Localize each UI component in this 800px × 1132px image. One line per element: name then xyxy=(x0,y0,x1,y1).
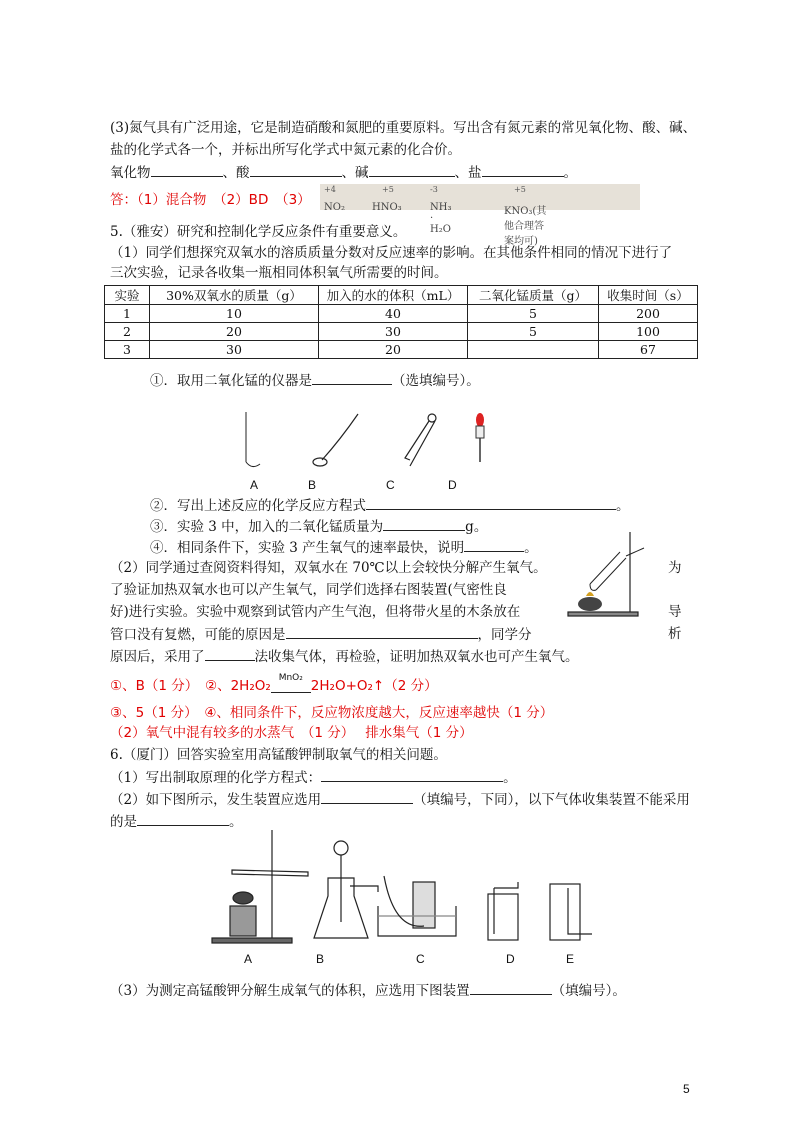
blank-acid[interactable] xyxy=(250,162,342,177)
s3-text: ③．实验 3 中，加入的二氧化锰质量为 xyxy=(150,519,384,535)
label-d: D xyxy=(448,478,457,492)
label-salt: 、盐 xyxy=(454,165,482,181)
s2-text: ②．写出上述反应的化学反应方程式 xyxy=(150,498,366,514)
table-header: 加入的水的体积（mL） xyxy=(319,286,468,305)
label-b: B xyxy=(308,478,317,492)
q5-p1-line1: （1）同学们想探究双氧水的溶质质量分数对反应速率的影响。在其他条件相同的情况下进行了 xyxy=(110,245,673,261)
table-cell: 30 xyxy=(319,323,468,341)
apparatus-figure xyxy=(208,826,598,948)
table-cell: 67 xyxy=(599,341,698,359)
conical-flask-icon xyxy=(314,841,378,938)
p2-line5b: 法收集气体，再检验，证明加热双氧水也可产生氧气。 xyxy=(254,649,579,665)
answer-q5-line1 xyxy=(110,672,438,696)
p2-line4a: 管口没有复燃，可能的原因是 xyxy=(110,627,286,643)
alcohol-lamp-icon xyxy=(578,592,602,611)
table-header-row xyxy=(105,286,698,305)
q5-s2 xyxy=(150,495,630,516)
table-header: 收集时间（s） xyxy=(599,286,698,305)
p2-end: 。 xyxy=(229,814,243,830)
p2c-text: 的是 xyxy=(110,814,137,830)
q6-p2 xyxy=(110,789,690,810)
label-b: B xyxy=(316,952,325,966)
dropper-icon xyxy=(476,413,484,462)
s4-end: 。 xyxy=(524,540,538,556)
label-acid: 、酸 xyxy=(222,165,250,181)
answer-q3: 答：（1）混合物 （2）BD （3） xyxy=(110,192,311,208)
q5-s3 xyxy=(150,516,487,537)
q3-fill-line xyxy=(110,162,577,183)
label-d: D xyxy=(506,952,515,966)
q6-p1 xyxy=(110,767,517,788)
s1-text: ①．取用二氧化锰的仪器是 xyxy=(150,373,312,389)
period: 。 xyxy=(563,165,577,181)
answer-q5-line3: （2）氧气中混有较多的水蒸气 （1 分） 排水集气（1 分） xyxy=(110,725,473,741)
table-row xyxy=(105,305,698,323)
blank-generator[interactable] xyxy=(321,789,413,804)
p2-line4b: ，同学分 xyxy=(477,627,532,643)
q5-p2-line3: 好)进行实验。实验中观察到试管内产生气泡，但将带火星的木条放在 xyxy=(110,604,521,620)
table-row xyxy=(105,341,698,359)
page-number: 5 xyxy=(683,1082,690,1096)
q5-s1 xyxy=(150,370,480,391)
q5-p2-line3-right: 导 xyxy=(668,604,682,620)
table-row xyxy=(105,323,698,341)
test-tube-icon xyxy=(246,412,260,467)
p1-text: （1）写出制取原理的化学方程式： xyxy=(110,770,322,786)
p3-end: （填编号）。 xyxy=(551,983,626,999)
label-c: C xyxy=(416,952,425,966)
label-a: A xyxy=(244,952,253,966)
table-cell: 5 xyxy=(468,305,599,323)
table-cell: 2 xyxy=(105,323,150,341)
table-cell: 30 xyxy=(150,341,319,359)
q5-p2-line2: 了验证加热双氧水也可以产生氧气，同学们选择右图装置(气密性良 xyxy=(110,582,507,598)
table-cell: 100 xyxy=(599,323,698,341)
blank-volume[interactable] xyxy=(470,980,552,995)
table-cell: 5 xyxy=(468,323,599,341)
blank-method[interactable] xyxy=(205,646,255,661)
blank-oxide[interactable] xyxy=(151,162,223,177)
valence-formula-image: +4 NO₂ +5 HNO₃ -3 NH₃ · H₂O +5 KNO₃(其他合理答案均可) xyxy=(320,184,640,210)
catalyst-label: MnO₂ xyxy=(278,672,303,683)
gas-bottle-upward-icon xyxy=(488,882,518,940)
answer-part-b: 2H₂O+O₂↑（2 分） xyxy=(310,678,438,694)
s3-end: g。 xyxy=(465,519,488,535)
q5-p1-line2: 三次实验，记录各收集一瓶相同体积氧气所需要的时间。 xyxy=(110,265,448,281)
s1-end: （选填编号）。 xyxy=(392,373,480,389)
q3-line1: (3)氮气具有广泛用途，它是制造硝酸和氮肥的重要原料。写出含有氮元素的常见氧化物、酸、碱、 xyxy=(110,120,697,136)
table-cell: 10 xyxy=(150,305,319,323)
heating-setup-icon xyxy=(212,830,308,943)
blank-base[interactable] xyxy=(369,162,455,177)
p3-text: （3）为测定高锰酸钾分解生成氧气的体积，应选用下图装置 xyxy=(110,983,470,999)
q5-p2-line1-right: 为 xyxy=(668,560,682,576)
q5-p2-line4-right: 析 xyxy=(668,626,682,642)
label-c: C xyxy=(386,478,395,492)
blank-s3[interactable] xyxy=(383,516,465,531)
p1-end: 。 xyxy=(503,770,517,786)
table-header: 实验 xyxy=(105,286,150,305)
blank-salt[interactable] xyxy=(482,162,564,177)
table-cell: 3 xyxy=(105,341,150,359)
crucible-tongs-icon xyxy=(405,414,436,466)
s2-end: 。 xyxy=(616,498,630,514)
table-cell xyxy=(468,341,599,359)
p2-line5a: 原因后，采用了 xyxy=(110,649,205,665)
table-cell: 40 xyxy=(319,305,468,323)
answer-q5-line2: ③、5（1 分） ④、相同条件下，反应物浓度越大，反应速率越快（1 分） xyxy=(110,705,554,721)
label-oxide: 氧化物 xyxy=(110,165,151,181)
blank-collector[interactable] xyxy=(137,811,229,826)
blank-s2[interactable] xyxy=(366,495,616,510)
q5-s4 xyxy=(150,537,538,558)
label-a: A xyxy=(250,478,259,492)
q5-title: 5.（雅安）研究和控制化学反应条件有重要意义。 xyxy=(110,224,407,240)
q6-p3 xyxy=(110,980,626,1001)
catalyst-arrow xyxy=(271,672,311,693)
table-cell: 20 xyxy=(319,341,468,359)
water-trough-icon xyxy=(378,876,456,936)
table-header: 二氧化锰质量（g） xyxy=(468,286,599,305)
label-e: E xyxy=(566,952,575,966)
answer-part-a: ①、B（1 分） ②、2H₂O₂ xyxy=(110,678,271,694)
table-header: 30%双氧水的质量（g） xyxy=(150,286,319,305)
gas-bottle-downward-icon xyxy=(550,884,592,940)
label-base: 、碱 xyxy=(341,165,369,181)
s4-text: ④．相同条件下，实验 3 产生氧气的速率最快，说明 xyxy=(150,540,465,556)
p2a-text: （2）如下图所示，发生装置应选用 xyxy=(110,792,322,808)
q5-p2-line5 xyxy=(110,646,579,667)
blank-s4[interactable] xyxy=(464,537,524,552)
q5-p2-line4 xyxy=(110,624,532,645)
table-cell: 200 xyxy=(599,305,698,323)
spatula-icon xyxy=(313,414,358,466)
blank-equation[interactable] xyxy=(321,767,503,782)
blank-reason[interactable] xyxy=(286,624,478,639)
instruments-figure xyxy=(240,410,500,485)
q3-line2: 盐的化学式各一个，并标出所写化学式中氮元素的化合价。 xyxy=(110,142,461,158)
test-tube-icon xyxy=(590,548,644,590)
table-cell: 20 xyxy=(150,323,319,341)
q6-title: 6.（厦门）回答实验室用高锰酸钾制取氧气的相关问题。 xyxy=(110,747,447,763)
experiment-table xyxy=(104,285,698,359)
heating-apparatus-figure xyxy=(560,528,660,618)
table-cell: 1 xyxy=(105,305,150,323)
q5-p2-line1: （2）同学通过查阅资料得知，双氧水在 70℃以上会较快分解产生氧气。 xyxy=(110,560,547,576)
blank-s1[interactable] xyxy=(312,370,392,385)
p2b-text: （填编号，下同），以下气体收集装置不能采用 xyxy=(413,792,690,808)
